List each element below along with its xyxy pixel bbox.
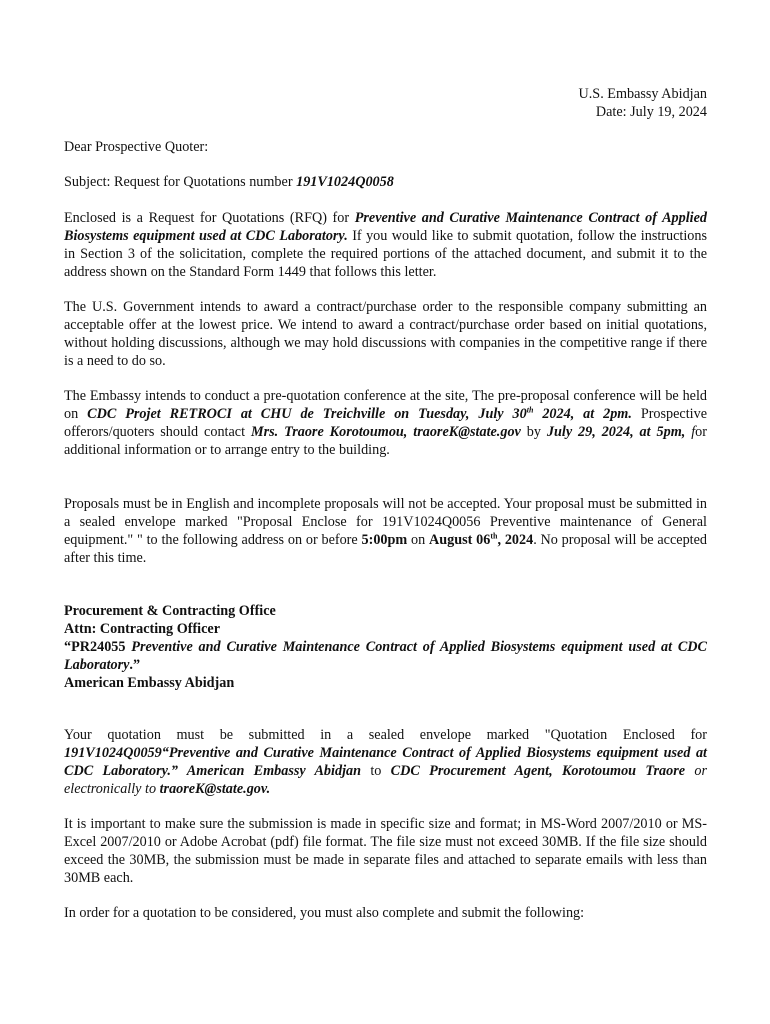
mailing-address (64, 602, 707, 692)
paragraph-file-format: It is important to make sure the submission is made in specific size and format; in MS-Word 2007/2010 or MS-Excel 2007/2010 or Adobe Acrobat (pdf) file format. The file size must not exceed 30MB. If the file size should exceed the 30MB, the submission must be made in separate files and attached to separate emails with less than 30MB each. (64, 816, 707, 886)
paragraph-rfq-enclosed: Enclosed is a Request for Quotations (RFQ) for Preventive and Curative Maintenance Contract of Applied Biosystems equipment used at CDC Laboratory. If you would like to submit quotation, follow the instructions in Section 3 of the solicitation, complete the required portions of the attached document, and submit it to the address shown on the Standard Form 1449 that follows this letter. (64, 210, 708, 280)
agent-email: traoreK@state.gov. (159, 781, 271, 797)
paragraph-conference: The Embassy intends to conduct a pre-quotation conference at the site, The pre-proposal conference will be held on CDC Projet RETROCI at CHU de Treichville on Tuesday, July 30th 2024, at 2pm. Prospective offerors/quoters should contact Mrs. Traore Korotoumou, traoreK@state.gov by July 29, 2024, at 5pm, for additional information or to arrange entry to the building. (64, 388, 708, 458)
quotation-reference: 191V1024Q0059“Preventive and Curative Maintenance Contract of Applied Biosystems equipment used at CDC Laboratory.” American Embassy Abidjan (64, 745, 707, 779)
conference-location: CDC Projet RETROCI at CHU de Treichville on Tuesday, July 30th 2024, at 2pm. (87, 405, 632, 422)
contract-title: Preventive and Curative Maintenance Contract of Applied Biosystems equipment used at CDC Laboratory. (64, 210, 707, 244)
deadline-time: 5:00pm (361, 532, 408, 548)
date-line: Date: July 19, 2024 (595, 104, 707, 120)
paragraph-award-intent: The U.S. Government intends to award a contract/purchase order to the responsible company submitting an acceptable offer at the lowest price. We intend to award a contract/purchase order based on initial quotations, without holding discussions, although we may hold discussions with companies in the competitive range if there is a need to do so. (64, 299, 707, 369)
subject-line (64, 173, 707, 191)
subject-prefix: Subject: Request for Quotations number (64, 174, 297, 190)
letter-header (579, 85, 707, 121)
address-line-pr: “PR24055 Preventive and Curative Maintenance Contract of Applied Biosystems equipment used at CDC Laboratory.” (64, 639, 707, 673)
sender-line: U.S. Embassy Abidjan (578, 86, 707, 102)
deadline-date: August 06th, 2024 (429, 531, 534, 548)
address-line-office: Procurement & Contracting Office (64, 603, 276, 619)
address-line-embassy: American Embassy Abidjan (64, 675, 235, 691)
address-line-attn: Attn: Contracting Officer (64, 621, 221, 637)
contact-deadline: July 29, 2024, at 5pm, (546, 424, 686, 440)
rfq-number: 191V1024Q0058 (296, 174, 394, 190)
paragraph-proposal-submission: Proposals must be in English and incomplete proposals will not be accepted. Your proposal must be submitted in a sealed envelope marked "Proposal Enclose for 191V1024Q0056 Preventive maintenance of General equipment." " to the following address on or before 5:00pm on August 06th, 2024. No proposal will be accepted after this time. (64, 496, 708, 566)
paragraph-quotation-envelope: Your quotation must be submitted in a sealed envelope marked "Quotation Enclosed for 191V1024Q0059“Preventive and Curative Maintenance Contract of Applied Biosystems equipment used at CDC Laboratory.” American Embassy Abidjan to CDC Procurement Agent, Korotoumou Traore or electronically to traoreK@state.gov. (64, 727, 707, 797)
procurement-agent: CDC Procurement Agent, Korotoumou Traore (390, 763, 686, 779)
salutation: Dear Prospective Quoter: (64, 139, 209, 155)
paragraph-requirements: In order for a quotation to be considered, you must also complete and submit the following: (64, 905, 585, 921)
contact-person: Mrs. Traore Korotoumou, traoreK@state.gov (250, 424, 521, 440)
